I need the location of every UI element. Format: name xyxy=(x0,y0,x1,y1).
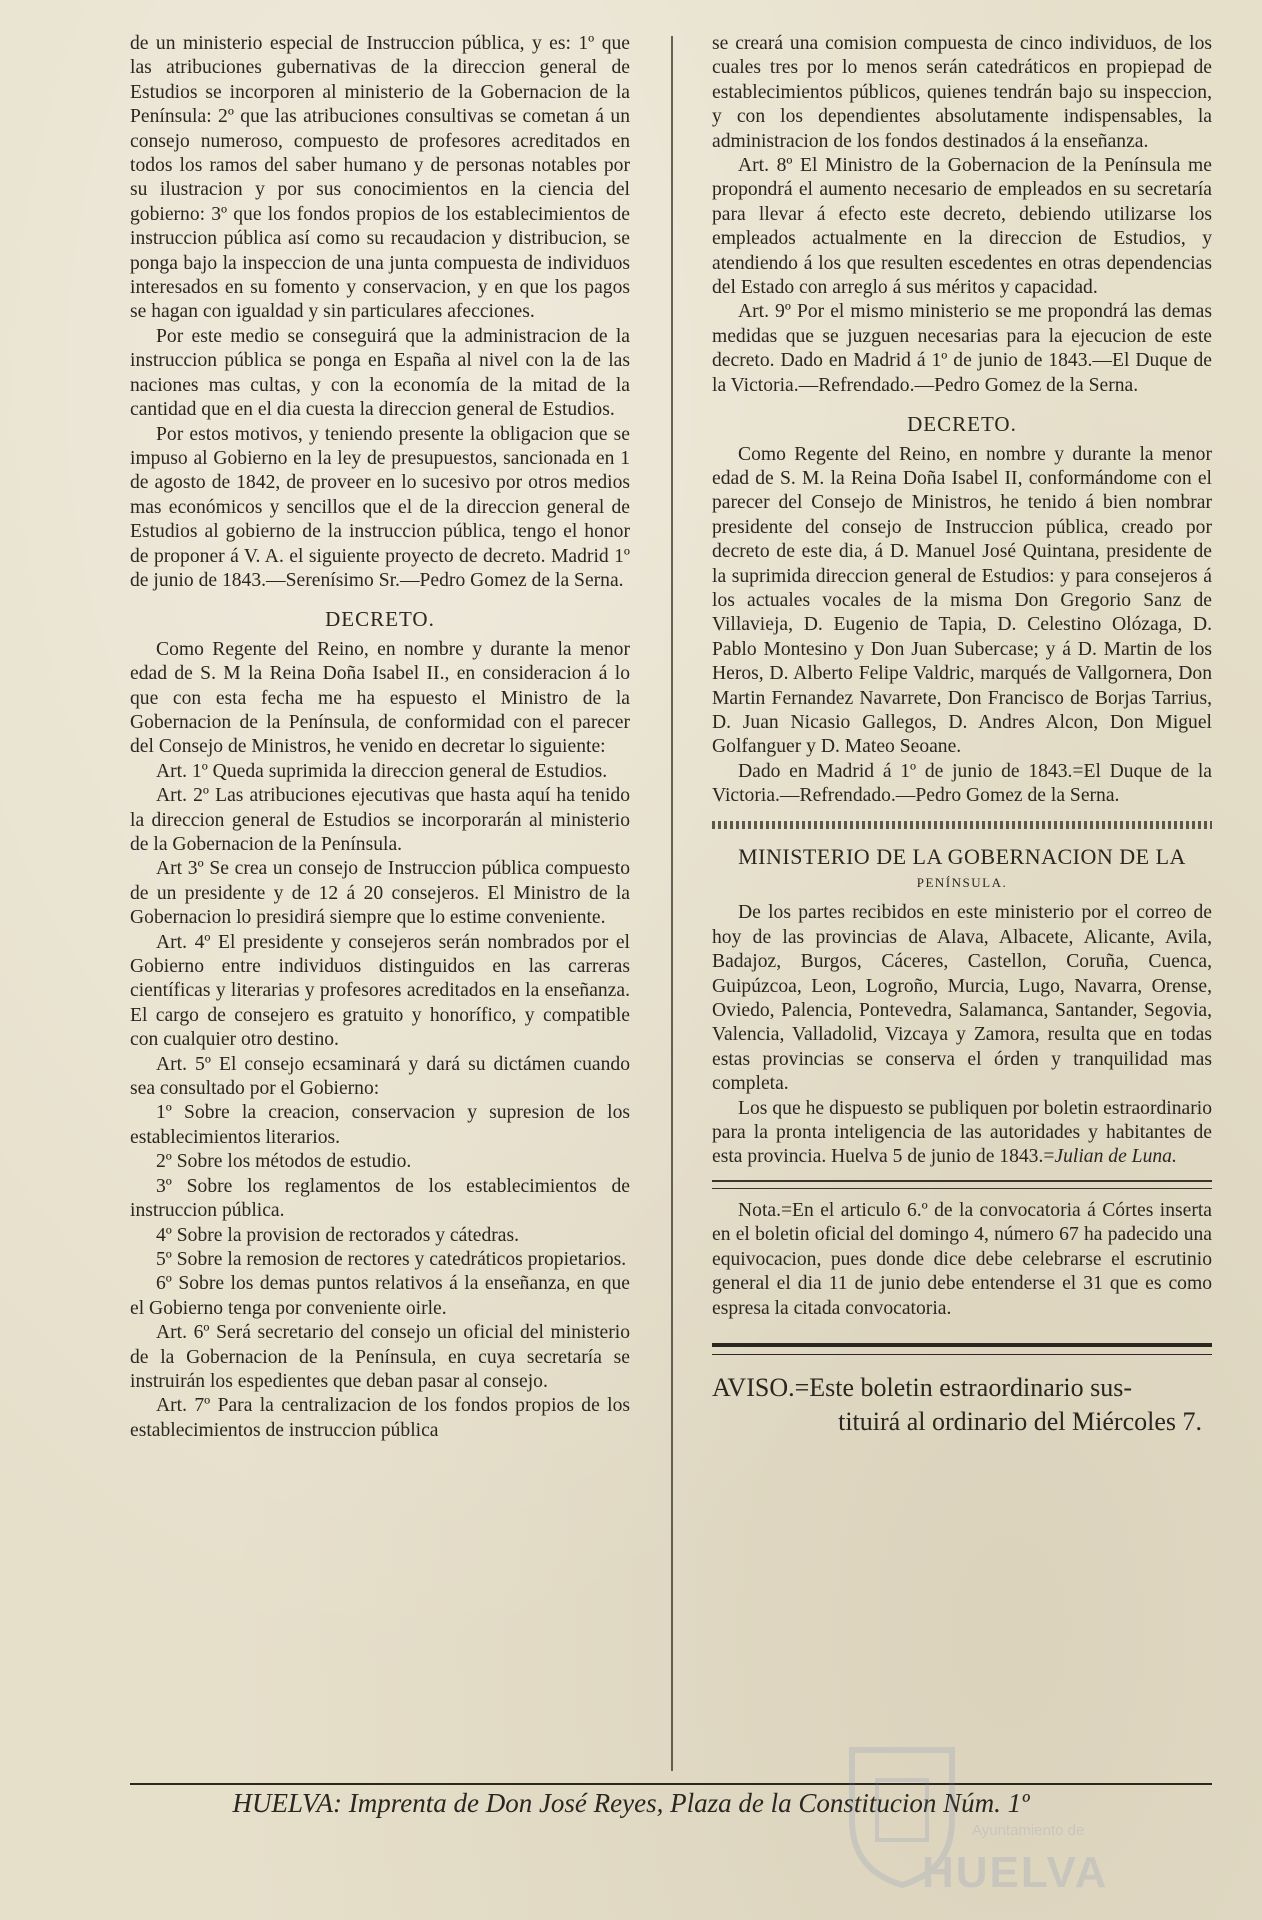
aviso-line-1: AVISO.=Este boletin estraordinario sus- xyxy=(712,1372,1133,1402)
ministerio-close xyxy=(712,1097,1212,1170)
article: Art. 9º Por el mismo ministerio se me propondrá las demas medidas que se juzguen necesarias para la ejecucion de este decreto. Dado en Madrid á 1º de junio de 1843.—El Duque de la Victoria.—Refrendado.—Pedro Gomez de la Serna. xyxy=(712,301,1212,396)
ministerio-title: MINISTERIO DE LA GOBERNACION DE LA xyxy=(738,843,1186,869)
list-item: 2º Sobre los métodos de estudio. xyxy=(156,1151,412,1173)
article: Art. 1º Queda suprimida la direccion general de Estudios. xyxy=(156,760,608,782)
paragraph: Por estos motivos, y teniendo presente la obligacion que se impuso al Gobierno en la ley de presupuestos, sancionada en 1 de agosto de 1842, de proveer en lo sucesivo por otros medios mas económicos y sencillos que el de la direccion general de Estudios al gobierno de la instruccion pública, tengo el honor de proponer á V. A. el siguiente proyecto de decreto. Madrid 1º de junio de 1843.—Serenísimo Sr.—Pedro Gomez de la Serna. xyxy=(130,423,630,591)
aviso-line-2: tituirá al ordinario del Miércoles 7. xyxy=(838,1406,1202,1436)
double-rule xyxy=(712,1180,1212,1189)
decreto-date: Dado en Madrid á 1º de junio de 1843.=El Duque de la Victoria.—Refrendado.—Pedro Gomez de la Serna. xyxy=(712,760,1212,807)
watermark-subtitle: Ayuntamiento de xyxy=(972,1822,1085,1839)
thick-rule xyxy=(712,1343,1212,1355)
paragraph: Por este medio se conseguirá que la administracion de la instruccion pública se ponga en España al nivel con la de las naciones mas cultas, y con la economía de la mitad de la cantidad que en el dia cuesta la direccion general de Estudios. xyxy=(130,325,630,421)
ministerio-subtitle: PENÍNSULA. xyxy=(916,875,1008,890)
nota-paragraph: Nota.=En el articulo 6.º de la convocatoria á Córtes inserta en el boletin oficial del domingo 4, número 67 ha padecido una equivocacion, pues donde dice debe celebrarse el escrutinio general el dia 11 de junio debe entenderse el 31 que es como espresa la citada convocatoria. xyxy=(712,1199,1212,1319)
intro-paragraph: de un ministerio especial de Instruccion pública, y es: 1º que las atribuciones gubernativas de la direccion general de Estudios se incorporen al ministerio de la Gobernacion de la Península: 2º que las atribuciones consultivas se cometan á un consejo numeroso, compuesto de profesores acreditados en todos los ramos del saber humano y de personas notables por su ilustracion y por sus conocimientos en la ciencia del gobierno: 3º que los fondos propios de los establecimientos de instruccion pública así como su recaudacion y distribucion, se ponga bajo la inspeccion de una junta compuesta de individuos interesados en su fomento y conservacion, y en que los pagos se hagan con igualdad y sin particulares afecciones. xyxy=(130,33,630,323)
decreto-body: Como Regente del Reino, en nombre y durante la menor edad de S. M. la Reina Doña Isabel II, conformándome con el parecer del Consejo de Ministros, he tenido á bien nombrar presidente del consejo de Instruccion pública, creado por decreto de este dia, á D. Manuel José Quintana, presidente de la suprimida direccion general de Estudios: y para consejeros á los actuales vocales de la misma Don Gregorio Sanz de Villavieja, D. Eugenio de Tapia, D. Celestino Olózaga, D. Pablo Montesino y Don Juan Subercase; y á D. Martin de los Heros, D. Alberto Felipe Valdric, marqués de Vallgornera, Don Martin Fernandez Navarrete, Don Francisco de Borjas Tarrius, D. Juan Nicasio Gallegos, D. Andres Alcon, Don Miguel Golfanguer y D. Mateo Seoane. xyxy=(712,443,1212,758)
footer-imprint: HUELVA: Imprenta de Don José Reyes, Plaza de la Constitucion Núm. 1º xyxy=(232,1788,1030,1818)
ministerio-signature: Julian de Luna. xyxy=(1054,1146,1177,1168)
article: Art. 7º Para la centralizacion de los fondos propios de los establecimientos de instruccion pública xyxy=(130,1395,630,1441)
article: Art. 5º El consejo ecsaminará y dará su dictámen cuando sea consultado por el Gobierno: xyxy=(130,1053,630,1100)
decreto-heading: DECRETO. xyxy=(907,412,1017,437)
article: Art 3º Se crea un consejo de Instruccion pública compuesto de un presidente y de 12 á 20 consejeros. El Ministro de la Gobernacion lo presidirá siempre que lo estime conveniente. xyxy=(130,858,630,929)
column-divider xyxy=(671,36,673,1771)
watermark-stamp xyxy=(842,1740,1182,1900)
article-continuation: se creará una comision compuesta de cinco individuos, de los cuales tres por lo menos serán catedráticos en propiepad de establecimientos públicos, quienes tendrán bajo su inspeccion, y con los dependientes absolutamente indispensables, la administracion de los fondos destinados á la enseñanza. xyxy=(712,33,1212,152)
article: Art. 4º El presidente y consejeros serán nombrados por el Gobierno entre individuos distinguidos en las carreras científicas y literarias y profesores acreditados en la enseñanza. El cargo de consejero es gratuito y honorífico, y compatible con cualquier otro destino. xyxy=(130,931,630,1051)
list-item: 5º Sobre la remosion de rectores y catedráticos propietarios. xyxy=(156,1248,627,1270)
ornamental-rule xyxy=(712,821,1212,829)
ministerio-close-text: Los que he dispuesto se publiquen por boletin estraordinario para la pronta inteligencia de las autoridades y habitantes de esta provincia. Huelva 5 de junio de 1843.= xyxy=(712,1097,1212,1168)
list-item: 3º Sobre los reglamentos de los establecimientos de instruccion pública. xyxy=(130,1175,630,1222)
list-item: 6º Sobre los demas puntos relativos á la enseñanza, en que el Gobierno tenga por conveniente oirle. xyxy=(130,1273,630,1319)
watermark-name: HUELVA xyxy=(922,1848,1109,1897)
article: Art. 6º Será secretario del consejo un oficial del ministerio de la Gobernacion de la Península, en cuya secretaría se instruirán los espedientes que deban pasar al consejo. xyxy=(130,1322,630,1392)
aviso-block xyxy=(712,1371,1212,1439)
left-column xyxy=(130,32,630,1443)
list-item: 4º Sobre la provision de rectorados y cátedras. xyxy=(156,1224,520,1246)
ministerio-body: De los partes recibidos en este ministerio por el correo de hoy de las provincias de Alava, Albacete, Alicante, Avila, Badajoz, Burgos, Cáceres, Castellon, Coruña, Cuenca, Guipúzcoa, Leon, Logroño, Murcia, Lugo, Navarra, Orense, Oviedo, Palencia, Pontevedra, Salamanca, Santander, Segovia, Valencia, Valladolid, Vizcaya y Zamora, resulta que en todas estas provincias se conserva el órden y tranquilidad mas completa. xyxy=(712,902,1212,1095)
article: Art. 2º Las atribuciones ejecutivas que hasta aquí ha tenido la direccion general de Estudios se incorporarán al ministerio de la Gobernacion de la Península. xyxy=(130,785,630,855)
decreto-intro: Como Regente del Reino, en nombre y durante la menor edad de S. M la Reina Doña Isabel II., en consideracion á lo que con esta fecha me ha espuesto el Ministro de la Gobernacion de la Península, de conformidad con el parecer del Consejo de Ministros, he venido en decretar lo siguiente: xyxy=(130,638,630,758)
right-column xyxy=(712,32,1212,1439)
decreto-heading: DECRETO. xyxy=(325,607,435,632)
list-item: 1º Sobre la creacion, conservacion y supresion de los establecimientos literarios. xyxy=(130,1102,630,1148)
article: Art. 8º El Ministro de la Gobernacion de la Península me propondrá el aumento necesario de empleados en su secretaría para llevar á efecto este decreto, debiendo utilizarse los empleados actualmente en la direccion de Estudios, y atendiendo á los que resulten escedentes en otras dependencias del Estado con arreglo á sus méritos y capacidad. xyxy=(712,155,1212,299)
